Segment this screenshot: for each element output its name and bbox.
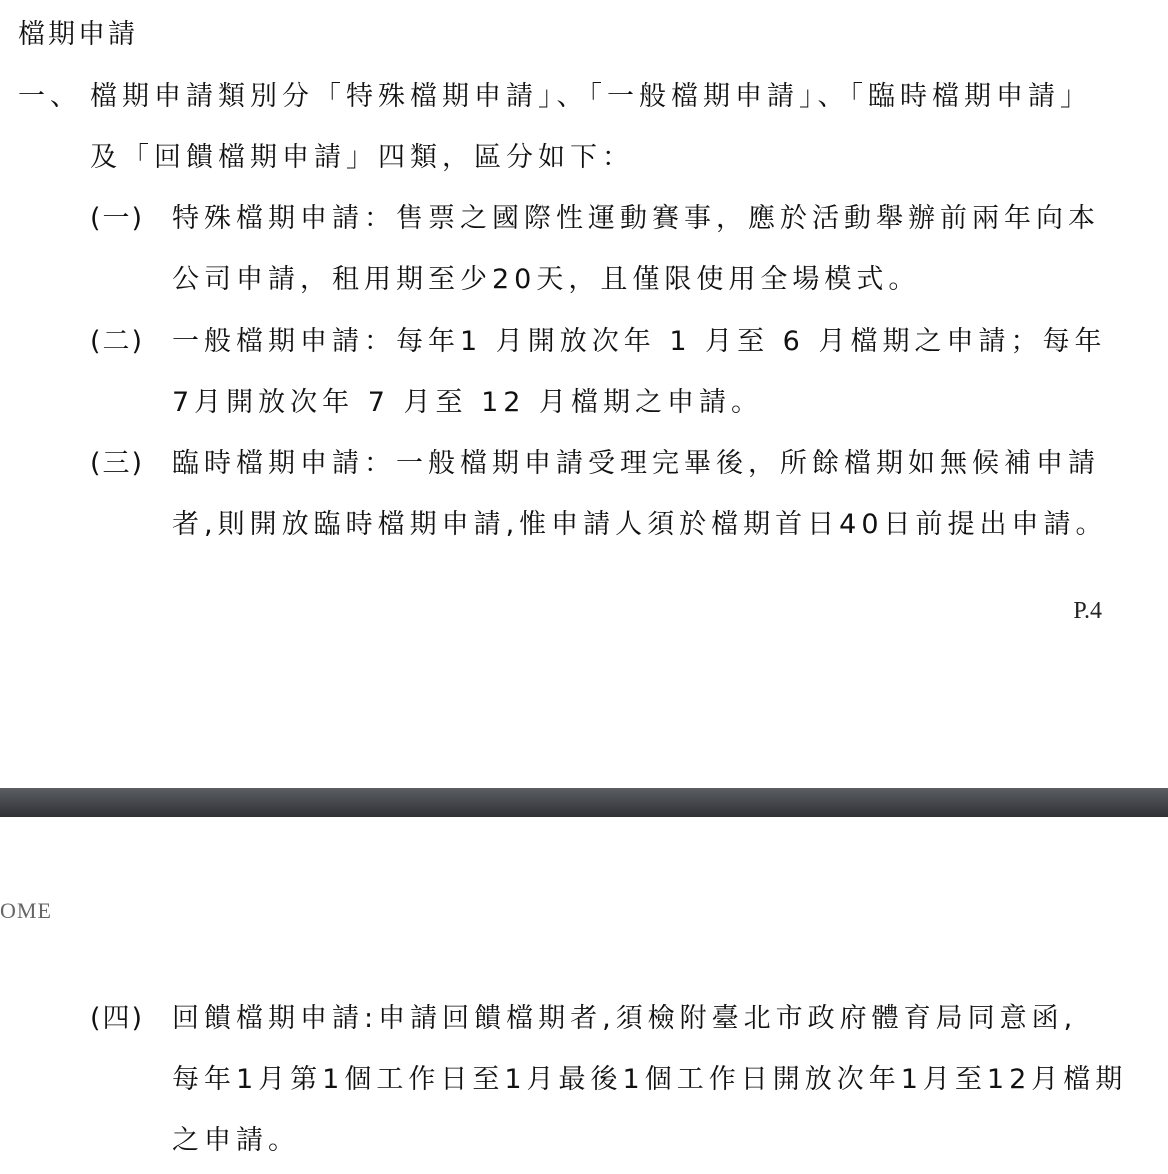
sub-item-4-line-3: 之申請。	[172, 1125, 300, 1156]
sub-item-marker-4: (四)	[90, 1003, 145, 1034]
sub-item-2-line-1: 一般檔期申請：每年1 月開放次年 1 月至 6 月檔期之申請；每年	[172, 326, 1107, 357]
sub-item-4-line-1: 回饋檔期申請:申請回饋檔期者,須檢附臺北市政府體育局同意函,	[172, 1003, 1078, 1034]
sub-item-2-line-2: 7月開放次年 7 月至 12 月檔期之申請。	[172, 387, 764, 418]
sub-item-3-line-2: 者,則開放臨時檔期申請,惟申請人須於檔期首日40日前提出申請。	[172, 509, 1108, 540]
sub-item-1-line-1: 特殊檔期申請：售票之國際性運動賽事，應於活動舉辦前兩年向本	[172, 203, 1100, 234]
watermark-text: OME	[0, 898, 52, 923]
item-one-number: 一、	[18, 81, 82, 112]
item-one-line-1: 檔期申請類別分「特殊檔期申請」、「一般檔期申請」、「臨時檔期申請」	[90, 81, 1092, 112]
page-divider	[0, 788, 1168, 817]
sub-item-4-line-2: 每年1月第1個工作日至1月最後1個工作日開放次年1月至12月檔期	[172, 1064, 1128, 1095]
sub-item-3-line-1: 臨時檔期申請：一般檔期申請受理完畢後，所餘檔期如無候補申請	[172, 448, 1100, 479]
item-one-line-2: 及「回饋檔期申請」四類，區分如下：	[90, 142, 634, 173]
sub-item-marker-3: (三)	[90, 448, 145, 479]
page-number: P.4	[1073, 598, 1102, 624]
sub-item-marker-1: (一)	[90, 203, 145, 234]
sub-item-1-line-2: 公司申請，租用期至少20天，且僅限使用全場模式。	[172, 264, 921, 295]
sub-item-marker-2: (二)	[90, 326, 145, 357]
section-title: 檔期申請	[18, 19, 138, 50]
